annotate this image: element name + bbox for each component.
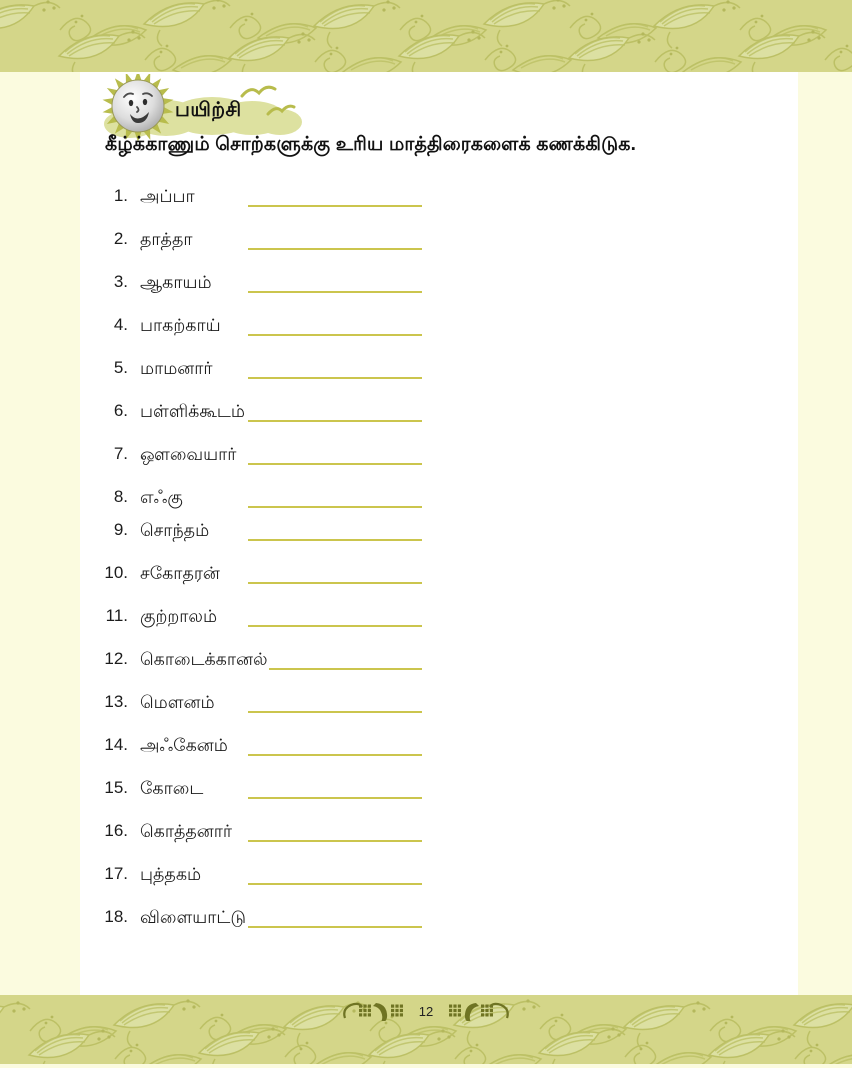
answer-blank-line (248, 485, 422, 508)
item-number: 10. (104, 563, 128, 582)
exercise-instruction: கீழ்க்காணும் சொற்களுக்கு உரிய மாத்திரைகளைக் கணக்கிடுக. (105, 134, 637, 155)
word-row (100, 776, 422, 800)
item-number: 18. (104, 907, 128, 926)
answer-blank-line (248, 819, 422, 842)
bottom-margin-edge (0, 1064, 852, 1068)
tamil-word: அஃகேனம் (140, 735, 228, 755)
tamil-word: பாகற்காய் (140, 315, 221, 335)
item-number: 9. (113, 520, 128, 539)
item-number: 17. (104, 864, 128, 883)
word-row (100, 862, 422, 886)
tamil-word: எஃகு (140, 487, 183, 507)
answer-blank-line (269, 647, 422, 670)
item-number: 2. (113, 229, 128, 248)
page-footer (0, 1000, 852, 1022)
item-number: 3. (113, 272, 128, 291)
word-row (100, 905, 422, 929)
tamil-word: சகோதரன் (140, 563, 220, 583)
word-row (100, 227, 422, 251)
tamil-word: கொத்தனார் (140, 821, 233, 841)
word-row (100, 313, 422, 337)
tamil-word: அப்பா (140, 186, 195, 206)
answer-blank-line (248, 776, 422, 799)
word-row (100, 442, 422, 466)
answer-blank-line (248, 313, 422, 336)
item-number: 13. (104, 692, 128, 711)
word-row (100, 819, 422, 843)
item-number: 15. (104, 778, 128, 797)
answer-blank-line (248, 399, 422, 422)
answer-blank-line (248, 270, 422, 293)
item-number: 16. (104, 821, 128, 840)
word-row (100, 518, 422, 542)
tamil-word: கோடை (140, 778, 204, 798)
item-number: 5. (113, 358, 128, 377)
tamil-word: ஔவையார் (140, 444, 237, 464)
answer-blank-line (248, 356, 422, 379)
answer-blank-line (248, 690, 422, 713)
item-number: 4. (113, 315, 128, 334)
answer-blank-line (248, 227, 422, 250)
answer-blank-line (248, 604, 422, 627)
item-number: 7. (113, 444, 128, 463)
word-row (100, 690, 422, 714)
right-margin (798, 72, 852, 995)
answer-blank-line (248, 733, 422, 756)
floral-ornament-right-icon (447, 1001, 509, 1021)
tamil-word: மாமனார் (140, 358, 213, 378)
word-row (100, 356, 422, 380)
floral-ornament-left-icon (343, 1001, 405, 1021)
tamil-word: குற்றாலம் (140, 606, 218, 626)
answer-blank-line (248, 862, 422, 885)
answer-blank-line (248, 561, 422, 584)
word-row (100, 270, 422, 294)
tamil-word: விளையாட்டு (140, 907, 246, 927)
item-number: 12. (104, 649, 128, 668)
word-row (100, 184, 422, 208)
word-row (100, 647, 422, 671)
answer-blank-line (248, 518, 422, 541)
leaf-pattern-border-top (0, 0, 852, 72)
word-row (100, 733, 422, 757)
answer-blank-line (248, 442, 422, 465)
tamil-word: புத்தகம் (140, 864, 202, 884)
item-number: 6. (113, 401, 128, 420)
word-row (100, 399, 422, 423)
word-row (100, 485, 422, 509)
tamil-word: தாத்தா (140, 229, 193, 249)
tamil-word: பள்ளிக்கூடம் (140, 401, 245, 421)
item-number: 8. (113, 487, 128, 506)
item-number: 11. (105, 606, 128, 625)
tamil-word: ஆகாயம் (140, 272, 212, 292)
answer-blank-line (248, 184, 422, 207)
page-content (80, 72, 798, 995)
word-list (100, 184, 422, 948)
item-number: 1. (113, 186, 128, 205)
left-margin (0, 72, 80, 995)
tamil-word: சொந்தம் (140, 520, 210, 540)
tamil-word: கொடைக்கானல் (140, 649, 268, 669)
page-number: 12 (418, 1003, 434, 1019)
item-number: 14. (104, 735, 128, 754)
answer-blank-line (248, 905, 422, 928)
word-row (100, 604, 422, 628)
tamil-word: மௌனம் (140, 692, 215, 712)
word-row (100, 561, 422, 585)
exercise-badge-label: பயிற்சி (175, 99, 242, 121)
